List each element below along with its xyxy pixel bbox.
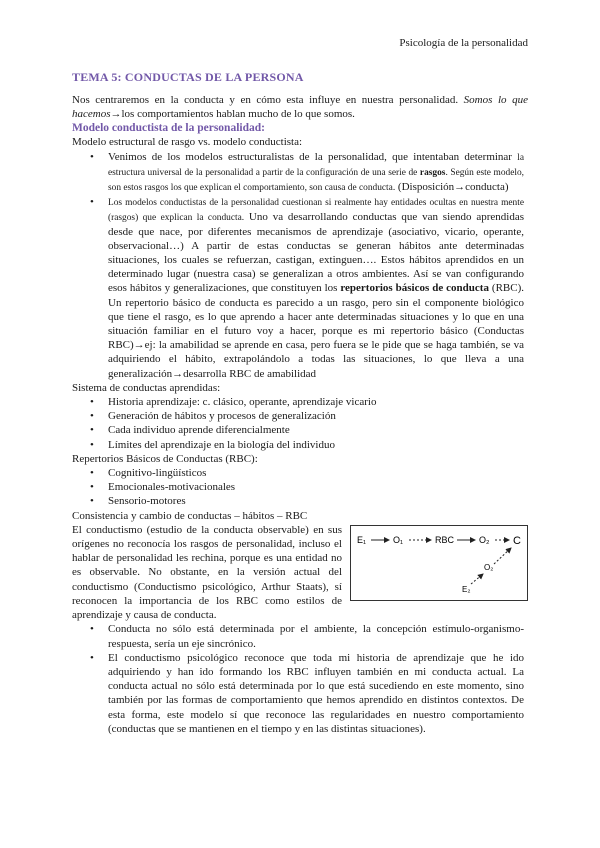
diagram-label-o2: O₂ — [479, 534, 490, 545]
bullet-list-conducta — [72, 622, 528, 736]
behavior-diagram — [350, 525, 528, 601]
bullet-list-sistema — [72, 395, 528, 452]
diagram-label-rbc: RBC — [435, 534, 455, 545]
page-content — [72, 70, 528, 736]
list-item: • Cognitivo-lingüísticos — [72, 466, 528, 480]
chapter-title: TEMA 5: CONDUCTAS DE LA PERSONA — [72, 70, 304, 84]
section-title-modelo: Modelo conductista de la personalidad: — [72, 122, 265, 135]
list-item: • Emocionales-motivacionales — [72, 480, 528, 494]
list-item — [72, 150, 528, 195]
intro-italic: Somos lo que hacemos — [72, 94, 528, 121]
list-item: • Generación de hábitos y procesos de generalización — [72, 409, 528, 423]
list-item-text: (RBC). Un repertorio básico de conducta es parecido a un rasgo, pero sin el componente biológico que tiene el rasgo, es lo que aprendo a hacer ante determinadas situaciones y lo que en una situación familiar en el futuro voy a hacer, porque es mi repertorio básico (Conductas RBC)→ej: la amabilidad se aprende en casa, pero fuera se le pide que se haga también, se va adquiriendo el hábito, extrapolándolo a todas las situaciones, lo que lleva a una generalización→desarrolla RBC de amabilidad — [108, 282, 524, 380]
intro-text: Nos centraremos en la conducta y en cómo esta influye en nuestra personalidad. — [72, 94, 464, 106]
list-item: • El conductismo psicológico reconoce que toda mi historia de aprendizaje que he ido adquiriendo y han ido formando los RBC influyen también en mi conducta actual. La conducta actual no sólo está determinada por lo que está sucediendo en este momento, sino también por las formas de comportamiento que hemos aprendido en distintos contextos. De esta forma, este modelo sí que reconoce las regularidades en nuestro comportamiento (conductas que se mantienen en el tiempo y en las distintas situaciones). — [72, 651, 528, 736]
list-item-text: Los modelos conductistas de la personalidad cuestionan si realmente hay entidades ocultas en nuestra mente (rasgos) que explican la conducta. — [108, 197, 524, 223]
conductismo-paragraph: El conductismo (estudio de la conducta observable) en sus orígenes no reconocía los rasgos de personalidad, incluso el hablar de personalidad les rechina, porque es una entidad no es observable. No obstante, en la versión actual del conductismo (Conductismo psicológico, Arthur Staats), sí reconocen la importancia de los RBC como estilos de aprendizaje y causa de conducta. — [72, 523, 342, 622]
list-item-text: Uno va desarrollando conductas que van siendo aprendidas desde que nace, por diferentes mecanismos de aprendizaje (asociativo, vicario, operante, observacional…) A partir de estas conductas se generan hábitos ante determinadas situaciones, los cuales se refuerzan, castigan, extinguen…. Estos hábitos aprendidos en un determinado lugar (nuestra casa) se generalizan a otros ambientes. Así se van configurando esos hábitos y generalizaciones, que constituyen los — [108, 210, 524, 295]
subtitle-rbc: Repertorios Básicos de Conductas (RBC): — [72, 452, 258, 465]
subtitle-consistencia: Consistencia y cambio de conductas – hábitos – RBC — [72, 509, 308, 522]
list-item: • Conducta no sólo está determinada por el ambiente, la concepción estímulo-organismo-respuesta, sería un eje sincrónico. — [72, 622, 528, 650]
list-item: • Límites del aprendizaje en la biología del individuo — [72, 438, 528, 452]
intro-paragraph — [72, 93, 528, 121]
list-item-text: . Según este modelo, son estos rasgos los que explican el comportamiento, son causa de conducta. — [108, 167, 524, 193]
list-item: • Sensorio-motores — [72, 494, 528, 508]
list-item: • Cada individuo aprende diferencialmente — [72, 423, 528, 437]
list-item-text: Venimos de los modelos estructuralistas de la personalidad, que intentaban determinar — [108, 150, 518, 163]
diagram-svg — [351, 526, 527, 600]
list-item-bold: rasgos — [419, 167, 446, 178]
running-header: Psicología de la personalidad — [399, 37, 528, 49]
arrow-e2-o2 — [471, 574, 483, 584]
intro-arrow-text: →los comportamientos hablan mucho de lo que somos. — [110, 108, 355, 121]
list-item-text: (Disposición→conducta) — [395, 180, 509, 193]
conductismo-block — [72, 523, 528, 622]
subtitle-rasgo-vs-conductista: Modelo estructural de rasgo vs. modelo conductista: — [72, 136, 303, 149]
diagram-label-o1: O₁ — [393, 534, 404, 545]
list-item — [72, 195, 528, 381]
diagram-label-c: C — [513, 534, 521, 547]
subtitle-sistema-conductas: Sistema de conductas aprendidas: — [72, 381, 221, 394]
list-item: • Historia aprendizaje: c. clásico, operante, aprendizaje vicario — [72, 395, 528, 409]
diagram-label-e2: E₂ — [462, 584, 471, 594]
arrow-o2-c-lower — [494, 548, 511, 564]
bullet-list-rbc — [72, 466, 528, 509]
list-item-text: la estructura universal de la personalidad a partir de la configuración de una serie de — [108, 152, 524, 178]
list-item-bold: repertorios básicos de conducta — [340, 282, 489, 295]
bullet-list-modelos — [72, 150, 528, 381]
diagram-label-e1: E₁ — [357, 534, 367, 545]
diagram-label-o2-lower: O₂ — [484, 562, 494, 572]
